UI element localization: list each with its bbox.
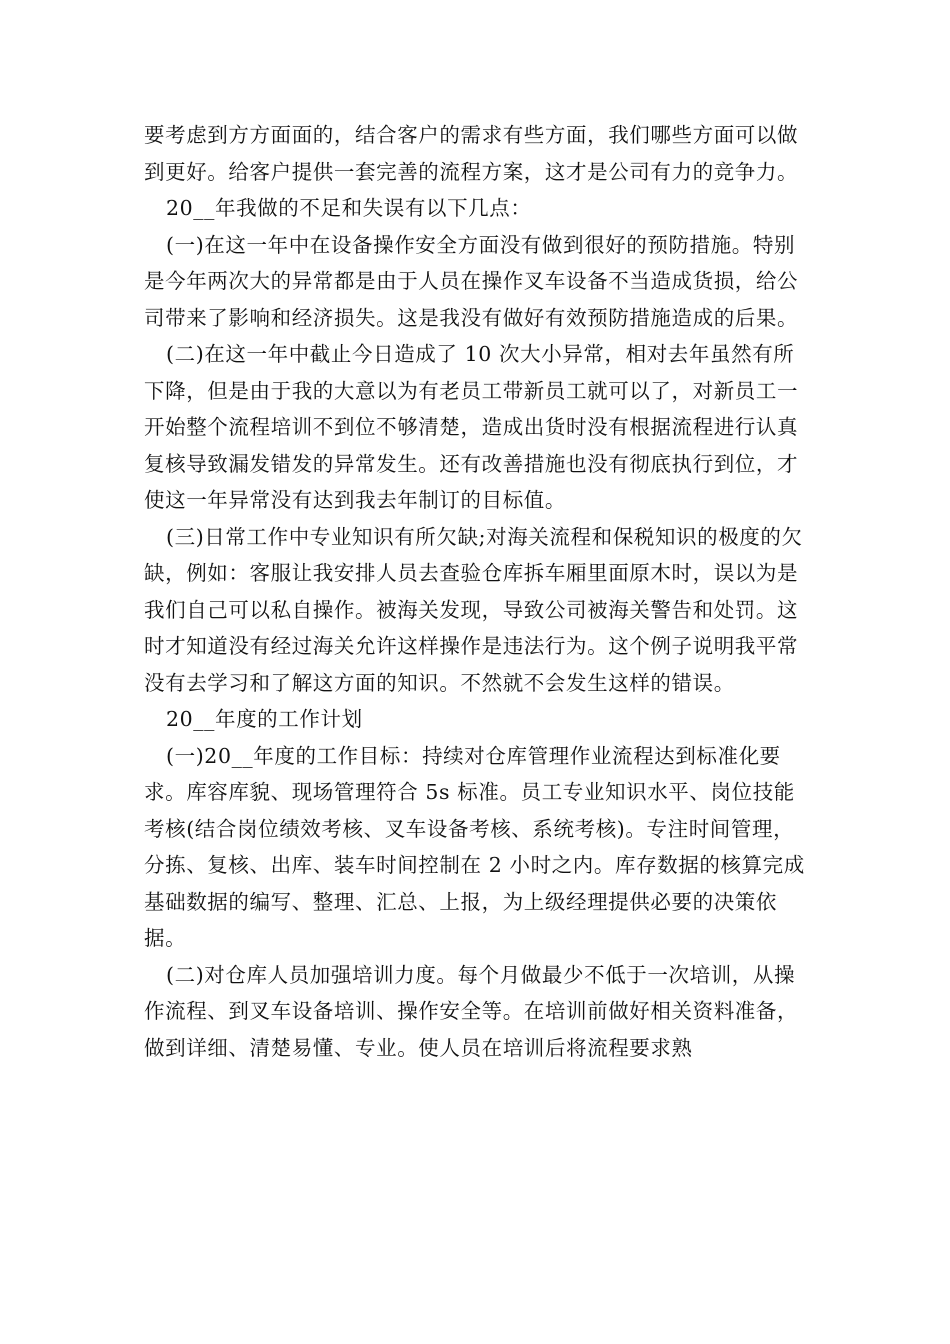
paragraph-intro-continuation: 要考虑到方方面面的，结合客户的需求有些方面，我们哪些方面可以做到更好。给客户提供一套完善的流程方案，这才是公司有力的竞争力。 — [144, 123, 799, 184]
paragraph-shortcoming-3: (三)日常工作中专业知识有所欠缺;对海关流程和保税知识的极度的欠缺，例如：客服让我安排人员去查验仓库拆车厢里面原木时，误以为是我们自己可以私自操作。被海关发现，导致公司被海关警告和处罚。这时才知道没有经过海关允许这样操作是违法行为。这个例子说明我平常没有去学习和了解这方面的知识。不然就不会发生这样的错误。 — [144, 524, 803, 695]
paragraph-shortcoming-2: (二)在这一年中截止今日造成了 10 次大小异常，相对去年虽然有所下降，但是由于我的大意以为有老员工带新员工就可以了，对新员工一开始整个流程培训不到位不够清楚，造成出货时没有根据流程进行认真复核导致漏发错发的异常发生。还有改善措施也没有彻底执行到位，才使这一年异常没有达到我去年制订的目标值。 — [144, 342, 799, 512]
paragraph-plan-2: (二)对仓库人员加强培训力度。每个月做最少不低于一次培训，从操作流程、到叉车设备培训、操作安全等。在培训前做好相关资料准备，做到详细、清楚易懂、专业。使人员在培训后将流程要求熟 — [144, 962, 799, 1060]
paragraph-plan-1: (一)20__年度的工作目标：持续对仓库管理作业流程达到标准化要求。库容库貌、现场管理符合 5s 标准。员工专业知识水平、岗位技能考核(结合岗位绩效考核、叉车设备考核、系统考核)。专注时间管理，分拣、复核、出库、装车时间控制在 2 小时之内。库存数据的核算完成基础数据的编写、整理、汇总、上报，为上级经理提供必要的决策依据。 — [144, 743, 805, 950]
paragraph-plan-heading: 20__年度的工作计划 — [166, 707, 363, 731]
document-body — [144, 117, 808, 1066]
paragraph-shortcoming-1: (一)在这一年中在设备操作安全方面没有做到很好的预防措施。特别是今年两次大的异常都是由于人员在操作叉车设备不当造成货损，给公司带来了影响和经济损失。这是我没有做好有效预防措施造成的后果。 — [144, 232, 799, 330]
paragraph-shortcomings-heading: 20__年我做的不足和失误有以下几点： — [166, 196, 532, 220]
